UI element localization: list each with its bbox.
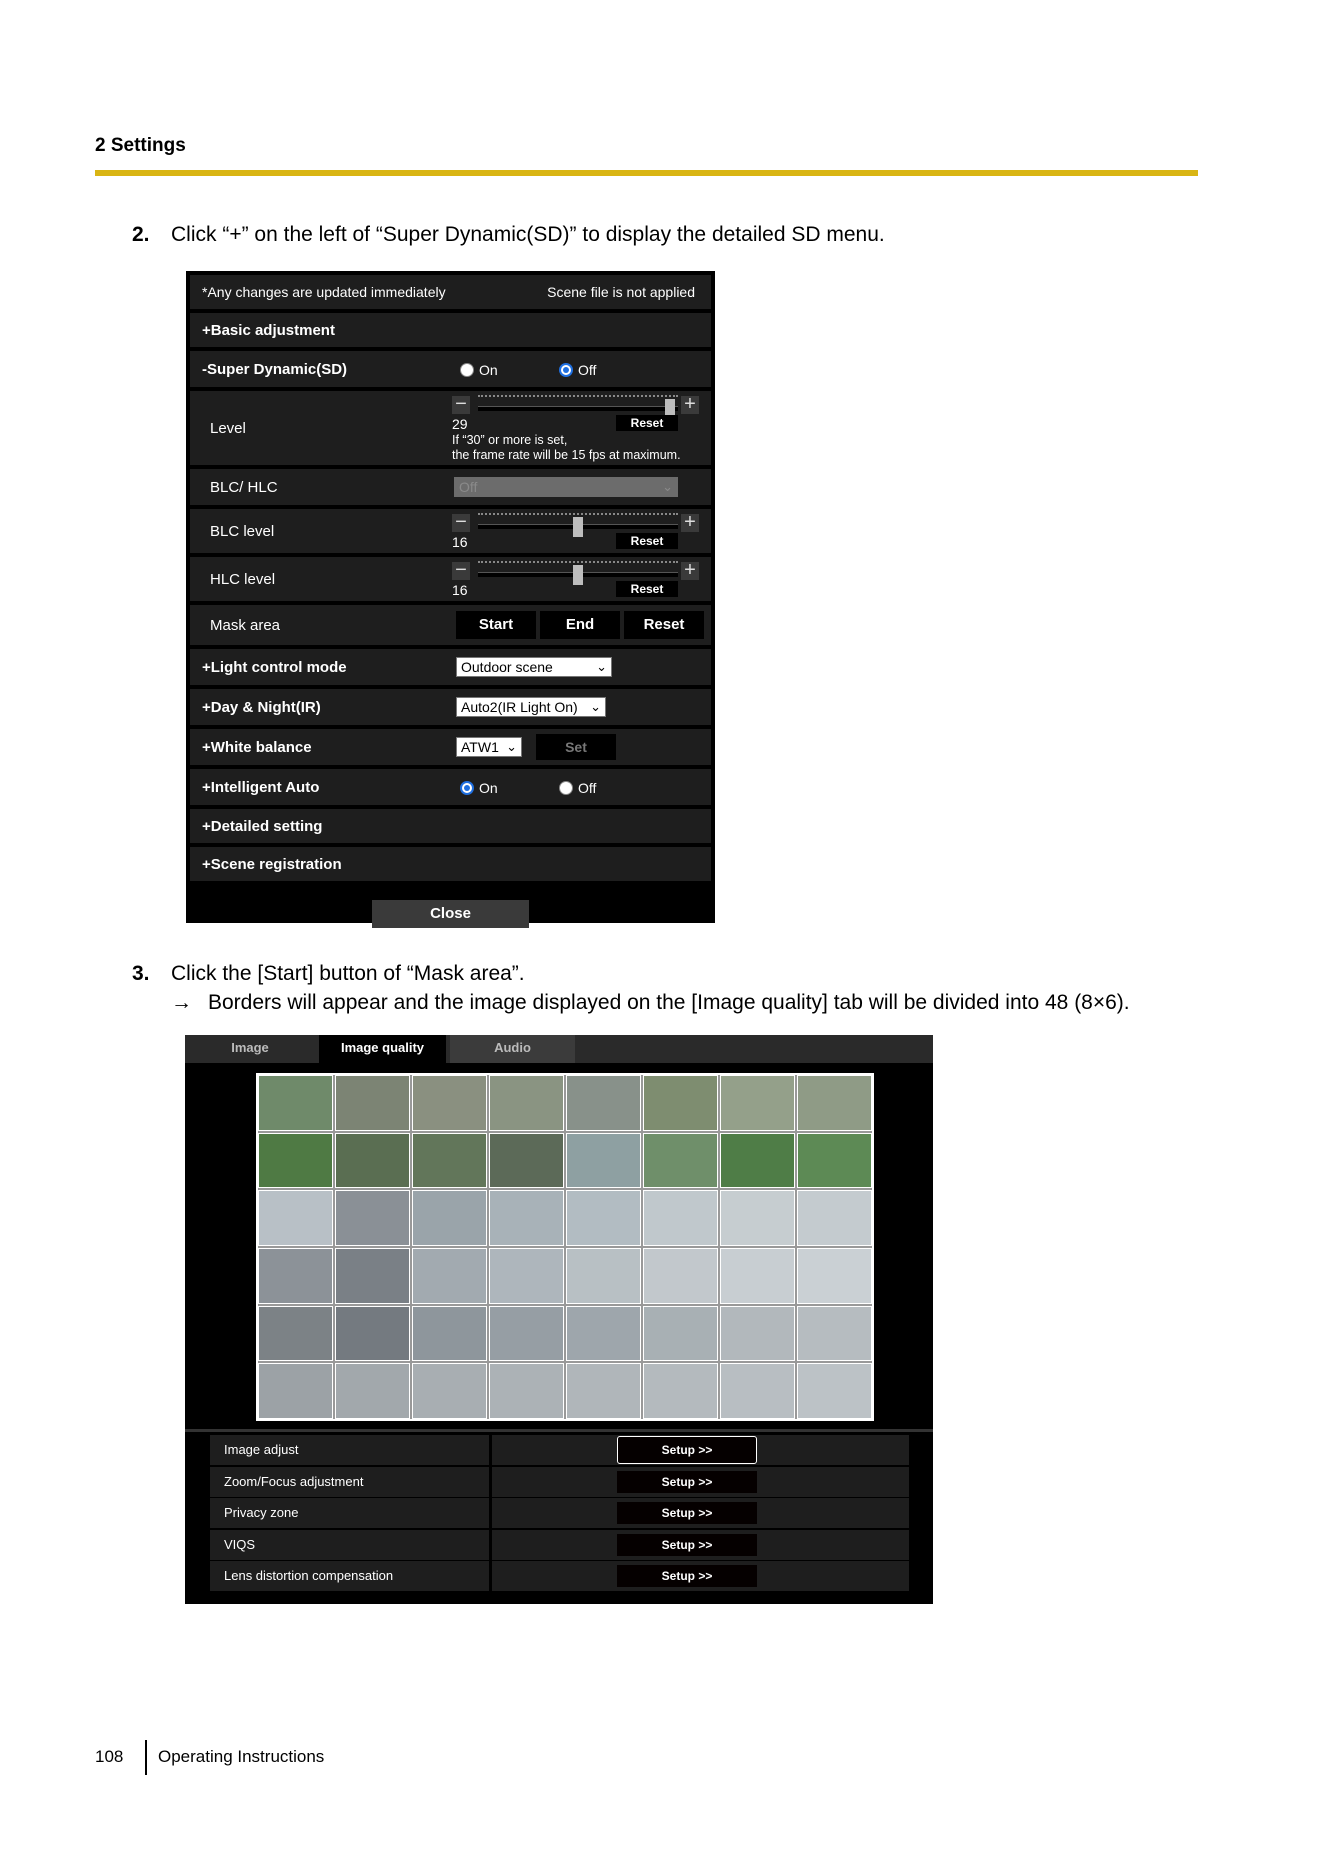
blc-plus-icon[interactable]: + xyxy=(681,514,699,532)
hlc-reset-button[interactable]: Reset xyxy=(616,581,678,597)
intelligent-auto-value xyxy=(440,769,711,805)
image-quality-panel xyxy=(185,1035,933,1604)
basic-adjustment-label[interactable]: +Basic adjustment xyxy=(190,313,711,347)
mask-cell[interactable] xyxy=(412,1133,487,1189)
step-2 xyxy=(132,223,885,247)
ia-off-label: Off xyxy=(578,780,597,796)
super-dynamic-label[interactable]: -Super Dynamic(SD) xyxy=(190,351,436,387)
mask-cell[interactable] xyxy=(412,1306,487,1362)
hlc-level-control xyxy=(440,557,711,601)
level-note-2: the frame rate will be 15 fps at maximum. xyxy=(452,448,681,462)
step-3-result-text: Borders will appear and the image displayed on the [Image quality] tab will be divided into 48 (8×6). xyxy=(208,991,1130,1014)
mask-cell[interactable] xyxy=(489,1133,564,1189)
light-control-select[interactable] xyxy=(456,657,612,677)
mask-cell[interactable] xyxy=(797,1363,872,1419)
super-dynamic-value xyxy=(440,351,711,387)
mask-cell[interactable] xyxy=(335,1248,410,1304)
white-balance-set-button[interactable]: Set xyxy=(536,734,616,760)
mask-cell[interactable] xyxy=(643,1075,718,1131)
mask-cell[interactable] xyxy=(797,1306,872,1362)
mask-cell[interactable] xyxy=(489,1306,564,1362)
hlc-minus-icon[interactable]: − xyxy=(452,562,470,580)
mask-cell[interactable] xyxy=(643,1248,718,1304)
white-balance-selected: ATW1 xyxy=(461,739,499,755)
privacy-zone-value xyxy=(492,1498,909,1528)
privacy-zone-setup-button[interactable]: Setup >> xyxy=(617,1502,757,1524)
step-3 xyxy=(132,962,525,986)
tab-image-quality[interactable]: Image quality xyxy=(319,1035,446,1064)
mask-cell[interactable] xyxy=(412,1363,487,1419)
step-3-text: Click the [Start] button of “Mask area”. xyxy=(171,962,525,985)
blc-hlc-select[interactable] xyxy=(454,477,678,497)
lens-distortion-row xyxy=(210,1561,909,1591)
light-control-value xyxy=(440,649,711,685)
ia-on-radio[interactable] xyxy=(460,780,498,796)
mask-reset-button[interactable]: Reset xyxy=(624,611,704,639)
mask-cell[interactable] xyxy=(566,1133,641,1189)
radio-selected-icon xyxy=(559,363,573,377)
blc-level-value: 16 xyxy=(452,534,468,550)
zoom-focus-label: Zoom/Focus adjustment xyxy=(210,1467,489,1497)
mask-cell[interactable] xyxy=(258,1075,333,1131)
header-right-text: Scene file is not applied xyxy=(547,284,695,300)
blc-level-row xyxy=(190,509,711,553)
sd-settings-panel xyxy=(186,271,715,923)
mask-cell[interactable] xyxy=(412,1190,487,1246)
level-control xyxy=(440,391,711,465)
mask-cell[interactable] xyxy=(335,1133,410,1189)
image-adjust-label: Image adjust xyxy=(210,1435,489,1465)
detailed-setting-label[interactable]: +Detailed setting xyxy=(190,809,711,843)
ia-on-label: On xyxy=(479,780,498,796)
mask-cell[interactable] xyxy=(720,1248,795,1304)
mask-cell[interactable] xyxy=(489,1363,564,1419)
lens-distortion-setup-button[interactable]: Setup >> xyxy=(617,1565,757,1587)
mask-cell[interactable] xyxy=(335,1190,410,1246)
day-night-value xyxy=(440,689,711,725)
mask-cell[interactable] xyxy=(720,1075,795,1131)
mask-cell[interactable] xyxy=(335,1075,410,1131)
scene-registration-label[interactable]: +Scene registration xyxy=(190,847,711,881)
mask-cell[interactable] xyxy=(720,1363,795,1419)
mask-cell[interactable] xyxy=(566,1306,641,1362)
white-balance-label[interactable]: +White balance xyxy=(190,729,436,765)
step-3-result xyxy=(171,991,1130,1015)
chevron-down-icon: ⌄ xyxy=(662,479,673,494)
level-label: Level xyxy=(190,391,436,465)
panel-header xyxy=(190,275,711,309)
level-minus-icon[interactable]: − xyxy=(452,396,470,414)
super-dynamic-row xyxy=(190,351,711,387)
mask-cell[interactable] xyxy=(643,1306,718,1362)
close-button[interactable]: Close xyxy=(372,900,529,928)
sd-off-radio[interactable] xyxy=(559,362,596,378)
level-ticks xyxy=(478,395,678,399)
lens-distortion-value xyxy=(492,1561,909,1591)
blc-slider-thumb[interactable] xyxy=(573,517,583,537)
mask-cell[interactable] xyxy=(643,1363,718,1419)
mask-area-buttons xyxy=(440,605,711,645)
radio-selected-icon xyxy=(460,781,474,795)
mask-cell[interactable] xyxy=(335,1363,410,1419)
tab-image[interactable]: Image xyxy=(185,1035,315,1063)
level-slider-track[interactable] xyxy=(478,406,678,411)
footer-text: Operating Instructions xyxy=(158,1747,325,1766)
day-night-selected: Auto2(IR Light On) xyxy=(461,699,578,715)
sd-off-label: Off xyxy=(578,362,597,378)
level-value: 29 xyxy=(452,416,468,432)
image-adjust-row xyxy=(210,1435,909,1465)
mask-cell[interactable] xyxy=(720,1190,795,1246)
mask-cell[interactable] xyxy=(489,1190,564,1246)
image-adjust-value xyxy=(492,1435,909,1465)
mask-cell[interactable] xyxy=(720,1133,795,1189)
radio-unselected-icon xyxy=(460,363,474,377)
blc-level-label: BLC level xyxy=(190,509,436,553)
mask-cell[interactable] xyxy=(566,1248,641,1304)
mask-end-button[interactable]: End xyxy=(540,611,620,639)
viqs-label: VIQS xyxy=(210,1530,489,1560)
mask-cell[interactable] xyxy=(566,1190,641,1246)
white-balance-row xyxy=(190,729,711,765)
section-rule xyxy=(95,170,1198,176)
arrow-right-icon: → xyxy=(171,991,192,1014)
blc-hlc-value xyxy=(440,469,711,505)
blc-level-control xyxy=(440,509,711,553)
footer-divider xyxy=(145,1740,147,1775)
intelligent-auto-label[interactable]: +Intelligent Auto xyxy=(190,769,436,805)
hlc-slider-thumb[interactable] xyxy=(573,565,583,585)
mask-cell[interactable] xyxy=(258,1306,333,1362)
blc-hlc-row xyxy=(190,469,711,505)
sd-on-label: On xyxy=(479,362,498,378)
zoom-focus-row xyxy=(210,1467,909,1497)
mask-cell[interactable] xyxy=(258,1248,333,1304)
mask-cell[interactable] xyxy=(489,1248,564,1304)
zoom-focus-setup-button[interactable]: Setup >> xyxy=(617,1471,757,1493)
header-left-text: *Any changes are updated immediately xyxy=(202,284,446,300)
chevron-down-icon: ⌄ xyxy=(590,699,601,714)
blc-reset-button[interactable]: Reset xyxy=(616,533,678,549)
level-note-1: If “30” or more is set, xyxy=(452,433,568,447)
blc-minus-icon[interactable]: − xyxy=(452,514,470,532)
basic-adjustment-row[interactable] xyxy=(190,313,711,347)
mask-cell[interactable] xyxy=(797,1075,872,1131)
mask-cell[interactable] xyxy=(566,1075,641,1131)
mask-start-button[interactable]: Start xyxy=(456,611,536,639)
viqs-value xyxy=(492,1530,909,1560)
white-balance-select[interactable] xyxy=(456,737,522,757)
lens-distortion-label: Lens distortion compensation xyxy=(210,1561,489,1591)
mask-cell[interactable] xyxy=(566,1363,641,1419)
radio-unselected-icon xyxy=(559,781,573,795)
viqs-row xyxy=(210,1530,909,1560)
chevron-down-icon: ⌄ xyxy=(506,739,517,754)
divider xyxy=(185,1429,933,1432)
white-balance-value xyxy=(440,729,711,765)
mask-cell[interactable] xyxy=(643,1133,718,1189)
mask-cell[interactable] xyxy=(258,1363,333,1419)
blc-hlc-selected: Off xyxy=(459,479,478,495)
mask-cell[interactable] xyxy=(797,1133,872,1189)
mask-area-grid[interactable] xyxy=(256,1073,874,1421)
mask-cell[interactable] xyxy=(489,1075,564,1131)
level-row xyxy=(190,391,711,465)
step-2-text: Click “+” on the left of “Super Dynamic(SD)” to display the detailed SD menu. xyxy=(171,223,885,246)
light-control-selected: Outdoor scene xyxy=(461,659,553,675)
mask-cell[interactable] xyxy=(797,1248,872,1304)
privacy-zone-row xyxy=(210,1498,909,1528)
step-3-number: 3. xyxy=(132,962,150,985)
tab-bar xyxy=(185,1035,933,1063)
level-plus-icon[interactable]: + xyxy=(681,396,699,414)
sd-on-radio[interactable] xyxy=(460,362,498,378)
hlc-level-row xyxy=(190,557,711,601)
hlc-level-label: HLC level xyxy=(190,557,436,601)
detailed-setting-row[interactable] xyxy=(190,809,711,843)
image-adjust-setup-button[interactable]: Setup >> xyxy=(617,1436,757,1464)
chevron-down-icon: ⌄ xyxy=(596,659,607,674)
viqs-setup-button[interactable]: Setup >> xyxy=(617,1534,757,1556)
mask-area-label: Mask area xyxy=(190,605,436,645)
privacy-zone-label: Privacy zone xyxy=(210,1498,489,1528)
mask-area-row xyxy=(190,605,711,645)
zoom-focus-value xyxy=(492,1467,909,1497)
panel-footer xyxy=(186,885,715,923)
tab-audio[interactable]: Audio xyxy=(450,1035,575,1063)
day-night-label[interactable]: +Day & Night(IR) xyxy=(190,689,436,725)
scene-registration-row[interactable] xyxy=(190,847,711,881)
hlc-level-value: 16 xyxy=(452,582,468,598)
page-number: 108 xyxy=(95,1747,124,1766)
section-title: 2 Settings xyxy=(95,135,186,156)
intelligent-auto-row xyxy=(190,769,711,805)
mask-cell[interactable] xyxy=(797,1190,872,1246)
mask-cell[interactable] xyxy=(258,1190,333,1246)
day-night-select[interactable] xyxy=(456,697,606,717)
day-night-row xyxy=(190,689,711,725)
mask-cell[interactable] xyxy=(335,1306,410,1362)
mask-cell[interactable] xyxy=(720,1306,795,1362)
light-control-row xyxy=(190,649,711,685)
mask-cell[interactable] xyxy=(412,1075,487,1131)
hlc-plus-icon[interactable]: + xyxy=(681,562,699,580)
mask-cell[interactable] xyxy=(412,1248,487,1304)
mask-cell[interactable] xyxy=(643,1190,718,1246)
blc-hlc-label: BLC/ HLC xyxy=(190,469,436,505)
step-2-number: 2. xyxy=(132,223,150,246)
mask-cell[interactable] xyxy=(258,1133,333,1189)
light-control-label[interactable]: +Light control mode xyxy=(190,649,436,685)
level-reset-button[interactable]: Reset xyxy=(616,415,678,431)
ia-off-radio[interactable] xyxy=(559,780,596,796)
